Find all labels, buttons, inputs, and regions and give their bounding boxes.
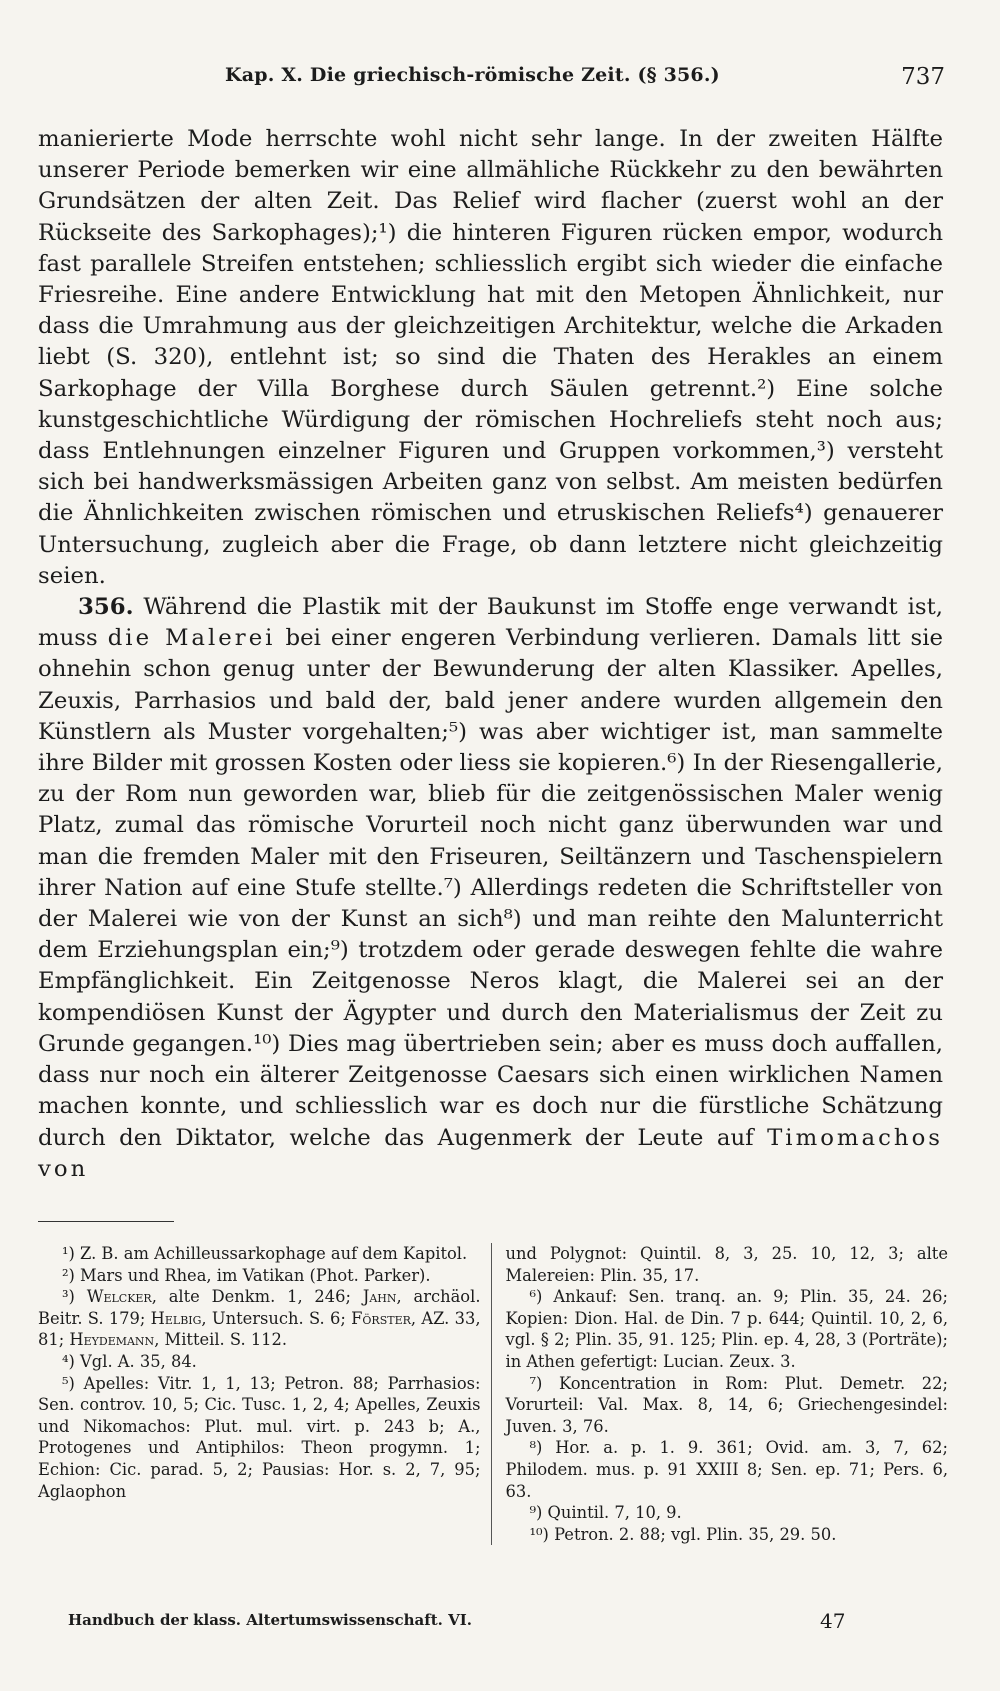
citation-text: , AZ. 33, 81; bbox=[38, 1308, 481, 1350]
citation-text: , Untersuch. S. 6; bbox=[201, 1308, 352, 1328]
footnote-9: ⁹) Quintil. 7, 10, 9. bbox=[529, 1503, 682, 1523]
running-title: Kap. X. Die griechisch-römische Zeit. (§ 356.) bbox=[225, 64, 720, 86]
author-name: Helbig bbox=[150, 1308, 202, 1328]
footnote-marker: ³) bbox=[62, 1287, 87, 1307]
footnote-10: ¹⁰) Petron. 2. 88; vgl. Plin. 35, 29. 50. bbox=[529, 1524, 837, 1544]
footnote-3 bbox=[38, 1286, 481, 1351]
author-name: Welcker bbox=[86, 1287, 152, 1307]
footnote-divider bbox=[38, 1221, 174, 1222]
paragraph-text: Während die Plastik mit der Baukunst im Stoffe enge verwandt ist, muss bbox=[38, 594, 943, 652]
footnote-7: ⁷) Koncentration in Rom: Plut. Demetr. 22; Vorurteil: Val. Max. 8, 14, 6; Griechengesindel: Juven. 3, 76. bbox=[505, 1373, 948, 1436]
citation-text: , Mitteil. S. 112. bbox=[154, 1330, 288, 1350]
paragraph-text: bei einer engeren Verbindung verlieren. Damals litt sie ohnehin schon genug unter der Bewunderung der alten Klassiker. Apelles, Zeuxis, Parrhasios und bald der, bald jener andere wurden allgemein den Künstlern als Muster vorgehalten;⁵) was aber wichtiger ist, man sammelte ihre Bilder mit grossen Kosten oder liess sie kopieren.⁶) In der Riesengallerie, zu der Rom nun geworden war, blieb für die zeitgenössischen Maler wenig Platz, zumal das römische Vorurteil noch nicht ganz überwunden war und man die fremden Maler mit den Friseuren, Seiltänzern und Taschenspielern ihrer Nation auf eine Stufe stellte.⁷) Allerdings redeten die Schriftsteller von der Malerei wie von der Kunst an sich⁸) und man reihte den Malunterricht dem Erziehungsplan ein;⁹) trotzdem oder gerade deswegen fehlte die wahre Empfänglichkeit. Ein Zeitgenosse Neros klagt, die Malerei sei an der kompendiösen Kunst der Ägypter und durch den Materialismus der Zeit zu Grunde gegangen.¹⁰) Dies mag übertrieben sein; aber es muss doch auffallen, dass nur noch ein älterer Zeitgenosse Caesars sich einen wirklichen Namen machen konnte, und schliesslich war es doch nur die fürstliche Schätzung durch den Diktator, welche das Augenmerk der Leute auf bbox=[38, 625, 943, 1151]
signature-mark: 47 bbox=[820, 1609, 846, 1633]
footnote-8: ⁸) Hor. a. p. 1. 9. 361; Ovid. am. 3, 7, 62; Philodem. mus. p. 91 XXIII 8; Sen. ep. 71; Pers. 6, 63. bbox=[505, 1438, 948, 1501]
imprint-line: Handbuch der klass. Altertumswissenschaft. VI. bbox=[68, 1611, 472, 1629]
main-text bbox=[38, 124, 943, 1185]
footnote-2: ²) Mars und Rhea, im Vatikan (Phot. Parker). bbox=[62, 1265, 431, 1285]
page-number: 737 bbox=[901, 64, 945, 90]
page-header bbox=[40, 62, 945, 102]
section-number: 356. bbox=[78, 594, 134, 621]
footnote-column-right bbox=[492, 1243, 949, 1545]
paragraph-section-356 bbox=[38, 592, 943, 1185]
author-name: Förster bbox=[351, 1308, 411, 1328]
citation-text: , alte Denkm. 1, 246; bbox=[151, 1287, 363, 1307]
footnote-5: ⁵) Apelles: Vitr. 1, 1, 13; Petron. 88; Parrhasios: Sen. controv. 10, 5; Cic. Tusc. 1, 2, 4; Apelles, Zeuxis und Nikomachos: Plut. mul. virt. p. 243 b; A., Protogenes und Antiphilos: Theon progymn. 1; Echion: Cic. parad. 5, 2; Pausias: Hor. s. 2, 7, 95; Aglaophon bbox=[38, 1373, 481, 1501]
footnote-4: ⁴) Vgl. A. 35, 84. bbox=[62, 1351, 197, 1371]
emphasized-name: Timomachos von bbox=[38, 1124, 943, 1182]
footnote-column-left bbox=[38, 1243, 492, 1545]
author-name: Jahn bbox=[362, 1287, 397, 1307]
author-name: Heydemann bbox=[69, 1330, 155, 1350]
footnote-5-continued: und Polygnot: Quintil. 8, 3, 25. 10, 12, 3; alte Malereien: Plin. 35, 17. bbox=[505, 1244, 948, 1285]
citation-text: , archäol. Beitr. S. 179; bbox=[38, 1287, 481, 1328]
emphasized-term: die Malerei bbox=[107, 625, 276, 652]
page-footer bbox=[68, 1607, 920, 1637]
footnote-6: ⁶) Ankauf: Sen. tranq. an. 9; Plin. 35, 24. 26; Kopien: Dion. Hal. de Din. 7 p. 644; Quintil. 10, 2, 6, vgl. § 2; Plin. 35, 91. 125; Plin. ep. 4, 28, 3 (Porträte); in Athen gefertigt: Lucian. Zeux. 3. bbox=[505, 1287, 948, 1371]
paragraph-continuation: manierierte Mode herrschte wohl nicht sehr lange. In der zweiten Hälfte unserer Periode bemerken wir eine allmähliche Rückkehr zu den bewährten Grundsätzen der alten Zeit. Das Relief wird flacher (zuerst wohl an der Rückseite des Sarkophages);¹) die hinteren Figuren rücken empor, wodurch fast parallele Streifen entstehen; schliesslich ergibt sich wieder die einfache Friesreihe. Eine andere Entwicklung hat mit den Metopen Ähnlichkeit, nur dass die Umrahmung aus der gleichzeitigen Architektur, welche die Arkaden liebt (S. 320), entlehnt ist; so sind die Thaten des Herakles an einem Sarkophage der Villa Borghese durch Säulen getrennt.²) Eine solche kunstgeschichtliche Würdigung der römischen Hochreliefs steht noch aus; dass Entlehnungen einzelner Figuren und Gruppen vorkommen,³) versteht sich bei handwerksmässigen Arbeiten ganz von selbst. Am meisten bedürfen die Ähnlichkeiten zwischen römischen und etruskischen Reliefs⁴) genauerer Untersuchung, zugleich aber die Frage, ob dann letztere nicht gleichzeitig seien. bbox=[38, 126, 943, 589]
footnotes bbox=[38, 1243, 948, 1545]
footnote-1: ¹) Z. B. am Achilleussarkophage auf dem Kapitol. bbox=[62, 1244, 468, 1263]
